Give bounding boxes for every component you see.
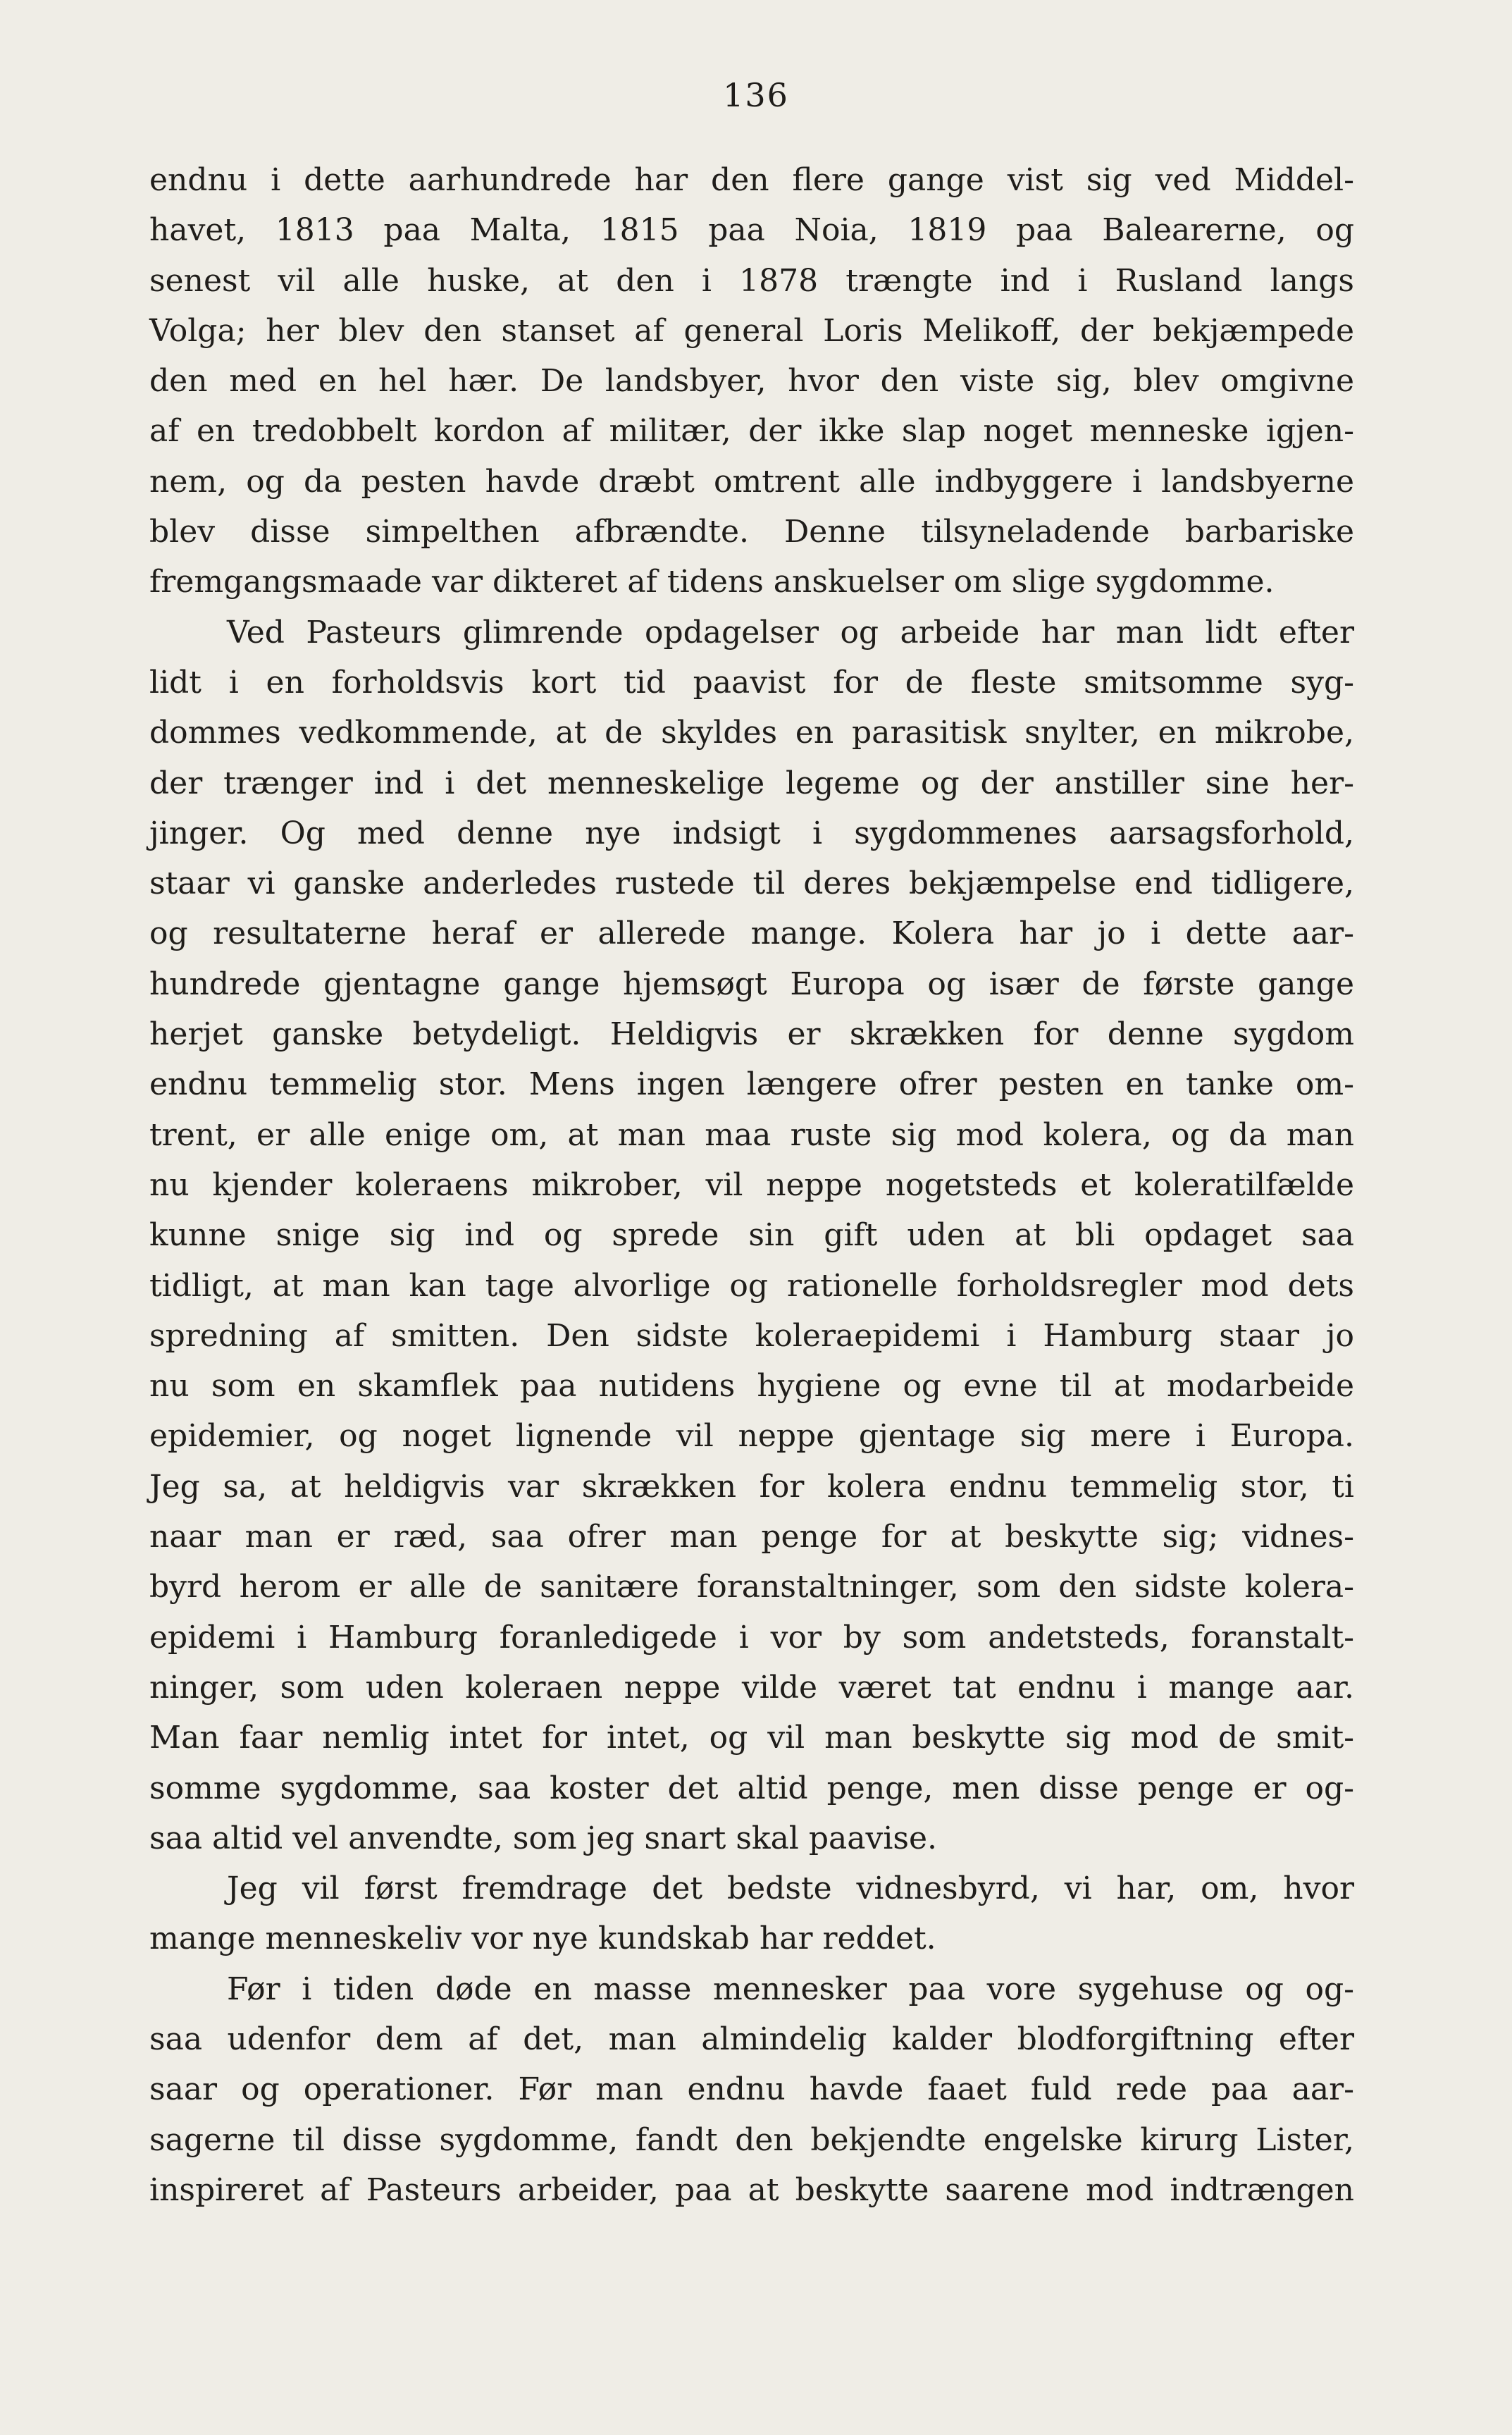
text-line: tidligt, at man kan tage alvorlige og rationelle forholdsregler mod dets [149, 1267, 1354, 1304]
text-line: lidt i en forholdsvis kort tid paavist for de fleste smitsomme syg- [149, 664, 1354, 701]
text-line: Man faar nemlig intet for intet, og vil man beskytte sig mod de smit- [149, 1720, 1354, 1756]
text-line: spredning af smitten. Den sidste koleraepidemi i Hamburg staar jo [149, 1317, 1354, 1354]
text-line: naar man er ræd, saa ofrer man penge for at beskytte sig; vidnes- [149, 1519, 1354, 1555]
text-line: Før i tiden døde en masse mennesker paa vore sygehuse og og- [227, 1971, 1354, 2007]
text-line: endnu i dette aarhundrede har den flere gange vist sig ved Middel- [149, 162, 1354, 198]
page-number: 136 [723, 76, 789, 114]
text-line: sagerne til disse sygdomme, fandt den bekjendte engelske kirurg Lister, [149, 2121, 1354, 2158]
text-line: ninger, som uden koleraen neppe vilde været tat endnu i mange aar. [149, 1669, 1354, 1706]
text-line: saa altid vel anvendte, som jeg snart skal paavise. [149, 1820, 938, 1856]
text-line: senest vil alle huske, at den i 1878 trængte ind i Rusland langs [149, 262, 1354, 299]
text-line: den med en hel hær. De landsbyer, hvor den viste sig, blev omgivne [149, 363, 1354, 400]
text-line: staar vi ganske anderledes rustede til deres bekjæmpelse end tidligere, [149, 865, 1354, 902]
text-line: epidemier, og noget lignende vil neppe gjentage sig mere i Europa. [149, 1418, 1354, 1455]
text-line: mange menneskeliv vor nye kundskab har reddet. [149, 1921, 936, 1957]
text-line: trent, er alle enige om, at man maa ruste sig mod kolera, og da man [149, 1116, 1354, 1153]
text-line: Ved Pasteurs glimrende opdagelser og arbeide har man lidt efter [227, 614, 1354, 651]
text-line: inspireret af Pasteurs arbeider, paa at beskytte saarene mod indtrængen [149, 2171, 1354, 2208]
text-line: Jeg vil først fremdrage det bedste vidnesbyrd, vi har, om, hvor [227, 1870, 1354, 1907]
text-line: kunne snige sig ind og sprede sin gift uden at bli opdaget saa [149, 1217, 1354, 1254]
text-line: fremgangsmaade var dikteret af tidens anskuelser om slige sygdomme. [149, 564, 1275, 600]
body-text [149, 155, 1354, 2215]
text-line: Volga; her blev den stanset af general Loris Melikoff, der bekjæmpede [149, 312, 1354, 349]
text-line: epidemi i Hamburg foranledigede i vor by som andetsteds, foranstalt- [149, 1619, 1354, 1656]
text-line: og resultaterne heraf er allerede mange. Kolera har jo i dette aar- [149, 916, 1354, 952]
text-line: endnu temmelig stor. Mens ingen længere ofrer pesten en tanke om- [149, 1066, 1354, 1103]
text-line: Jeg sa, at heldigvis var skrækken for kolera endnu temmelig stor, ti [149, 1468, 1354, 1505]
text-line: nu kjender koleraens mikrober, vil neppe nogetsteds et koleratilfælde [149, 1166, 1354, 1203]
text-line: af en tredobbelt kordon af militær, der ikke slap noget menneske igjen- [149, 413, 1354, 450]
text-line: dommes vedkommende, at de skyldes en parasitisk snylter, en mikrobe, [149, 715, 1354, 751]
text-line: hundrede gjentagne gange hjemsøgt Europa og især de første gange [149, 966, 1354, 1002]
text-line: jinger. Og med denne nye indsigt i sygdommenes aarsagsforhold, [149, 815, 1354, 851]
text-line: byrd herom er alle de sanitære foranstaltninger, som den sidste kolera- [149, 1569, 1354, 1605]
text-line: somme sygdomme, saa koster det altid penge, men disse penge er og- [149, 1770, 1354, 1806]
text-line: nu som en skamflek paa nutidens hygiene og evne til at modarbeide [149, 1368, 1354, 1405]
text-line: saar og operationer. Før man endnu havde faaet fuld rede paa aar- [149, 2071, 1354, 2108]
text-line: blev disse simpelthen afbrændte. Denne tilsyneladende barbariske [149, 514, 1354, 550]
text-line: nem, og da pesten havde dræbt omtrent alle indbyggere i landsbyerne [149, 463, 1354, 500]
text-line: der trænger ind i det menneskelige legeme og der anstiller sine her- [149, 765, 1354, 801]
text-line: herjet ganske betydeligt. Heldigvis er skrækken for denne sygdom [149, 1016, 1354, 1053]
text-line: saa udenfor dem af det, man almindelig kalder blodforgiftning efter [149, 2021, 1354, 2057]
text-line: havet, 1813 paa Malta, 1815 paa Noia, 1819 paa Balearerne, og [149, 212, 1354, 249]
